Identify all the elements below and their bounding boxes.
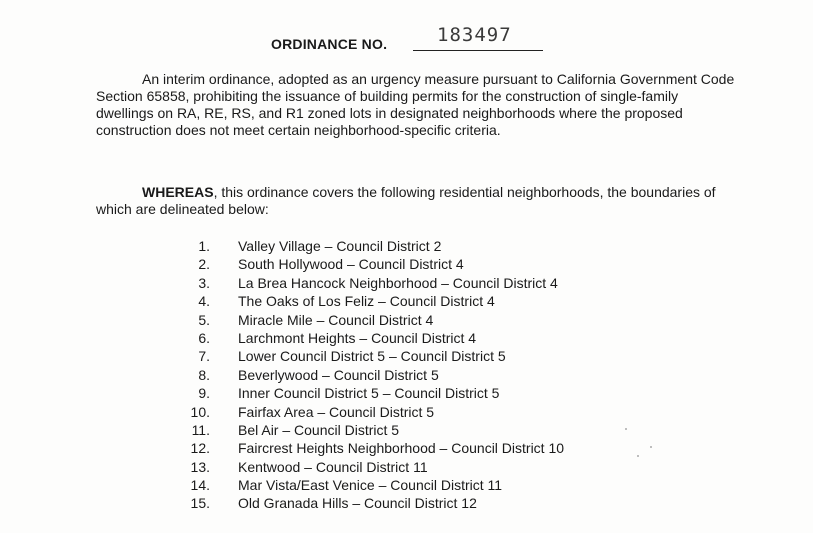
scan-speck: [625, 428, 627, 430]
list-item-text: Old Granada Hills – Council District 12: [238, 495, 477, 512]
list-item: [0, 255, 813, 273]
list-item-number: 7.: [198, 348, 210, 365]
list-item: [0, 476, 813, 494]
whereas-text: , this ordinance covers the following residential neighborhoods, the boundaries of which are delineated below:: [96, 184, 716, 217]
list-item-text: Kentwood – Council District 11: [238, 458, 428, 475]
list-item: [0, 329, 813, 347]
list-item-text: Miracle Mile – Council District 4: [238, 311, 434, 328]
list-item-text: Faircrest Heights Neighborhood – Council District 10: [238, 440, 565, 457]
list-item-text: Fairfax Area – Council District 5: [238, 403, 435, 420]
list-item: [0, 494, 813, 512]
scan-speck: [650, 446, 652, 448]
list-item-number: 5.: [198, 311, 210, 328]
list-item: [0, 403, 813, 421]
list-item: [0, 347, 813, 365]
list-item-number: 14.: [190, 477, 210, 494]
list-item: [0, 311, 813, 329]
list-item-number: 13.: [190, 458, 210, 475]
scan-speck: [637, 455, 639, 457]
ordinance-number-line: [413, 50, 543, 51]
list-item-number: 9.: [198, 385, 210, 402]
list-item-text: Lower Council District 5 – Council District 5: [238, 348, 506, 365]
ordinance-label: ORDINANCE NO.: [271, 36, 388, 52]
whereas-lead: WHEREAS: [142, 184, 214, 200]
list-item-number: 12.: [190, 440, 210, 457]
list-item-number: 3.: [198, 274, 210, 291]
list-item: [0, 274, 813, 292]
whereas-paragraph: [96, 184, 736, 218]
list-item-number: 1.: [198, 238, 210, 254]
list-item-text: Valley Village – Council District 2: [238, 238, 442, 254]
list-item: [0, 458, 813, 476]
list-item: [0, 292, 813, 310]
list-item-text: La Brea Hancock Neighborhood – Council District 4: [238, 274, 558, 291]
intro-paragraph: An interim ordinance, adopted as an urgency measure pursuant to California Government Code Section 65858, prohibiting the issuance of building permits for the construction of single-family dwellings on RA, RE, RS, and R1 zoned lots in designated neighborhoods where the proposed construction does not meet certain neighborhood-specific criteria.: [96, 71, 735, 138]
list-item-number: 6.: [198, 329, 210, 346]
list-item: [0, 366, 813, 384]
ordinance-header: [0, 18, 813, 54]
list-item-text: Inner Council District 5 – Council District 5: [238, 385, 500, 402]
list-item-text: South Hollywood – Council District 4: [238, 256, 464, 273]
list-item-number: 4.: [198, 293, 210, 310]
list-item: [0, 384, 813, 402]
ordinance-number: 183497: [437, 24, 512, 46]
list-item-text: Larchmont Heights – Council District 4: [238, 329, 477, 346]
list-item: [0, 237, 813, 255]
list-item-text: Bel Air – Council District 5: [238, 421, 400, 438]
list-item-number: 10.: [190, 403, 210, 420]
list-item: [0, 439, 813, 457]
list-item-number: 8.: [198, 366, 210, 383]
list-item-text: Beverlywood – Council District 5: [238, 366, 439, 383]
neighborhood-list: [0, 237, 813, 513]
list-item: [0, 421, 813, 439]
list-item-text: Mar Vista/East Venice – Council District 11: [238, 477, 503, 494]
list-item-number: 15.: [190, 495, 210, 512]
list-item-number: 2.: [198, 256, 210, 273]
list-item-number: 11.: [191, 421, 210, 438]
list-item-text: The Oaks of Los Feliz – Council District 4: [238, 293, 495, 310]
